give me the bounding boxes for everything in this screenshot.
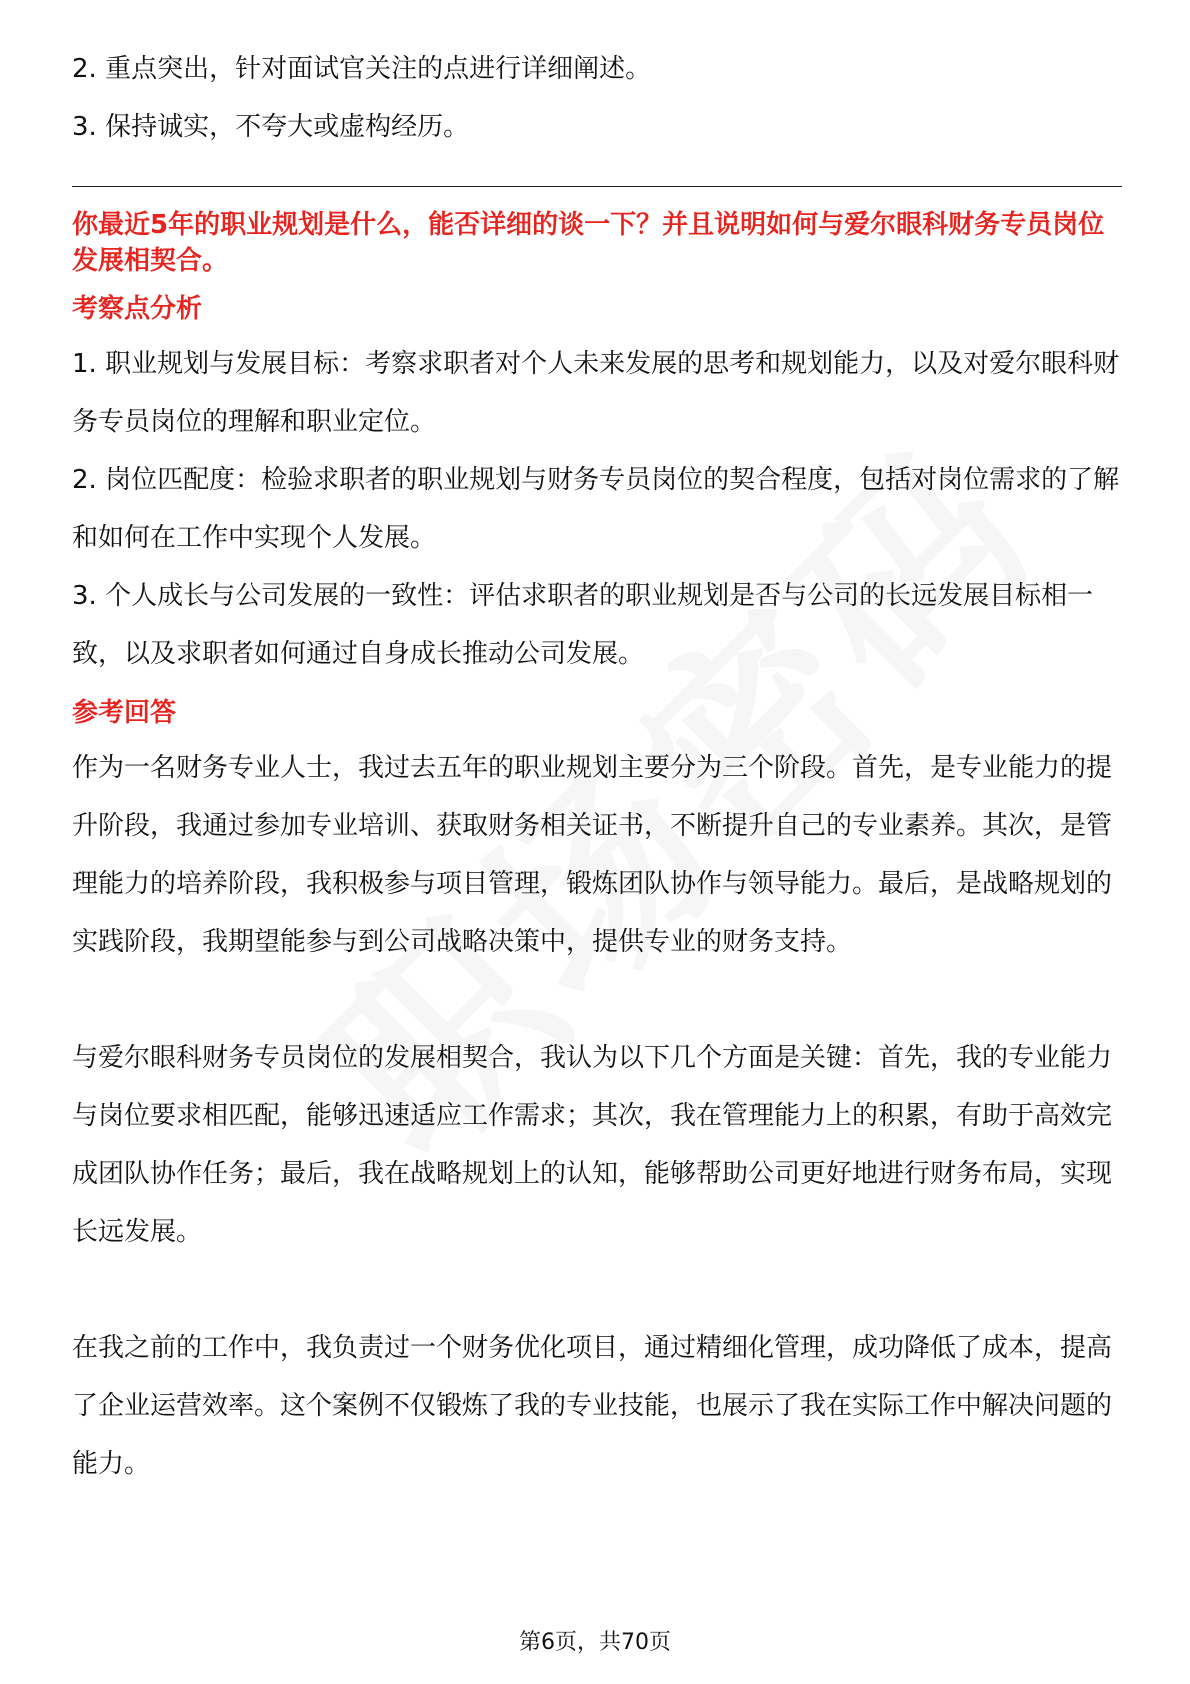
answer-paragraph-3: 在我之前的工作中，我负责过一个财务优化项目，通过精细化管理，成功降低了成本，提高了企业运营效率。这个案例不仅锻炼了我的专业技能，也展示了我在实际工作中解决问题的能力。 bbox=[72, 1333, 1113, 1479]
answer-paragraph-2: 与爱尔眼科财务专员岗位的发展相契合，我认为以下几个方面是关键：首先，我的专业能力与岗位要求相匹配，能够迅速适应工作需求；其次，我在管理能力上的积累，有助于高效完成团队协作任务；最后，我在战略规划上的认知，能够帮助公司更好地进行财务布局，实现长远发展。 bbox=[72, 1043, 1113, 1247]
tip-item-2: 2. 重点突出，针对面试官关注的点进行详细阐述。 bbox=[72, 54, 652, 84]
interview-question: 你最近5年的职业规划是什么，能否详细的谈一下？并且说明如何与爱尔眼科财务专员岗位发展相契合。 bbox=[72, 210, 1105, 276]
divider bbox=[72, 186, 1122, 187]
analysis-item-2: 2. 岗位匹配度：检验求职者的职业规划与财务专员岗位的契合程度，包括对岗位需求的了解和如何在工作中实现个人发展。 bbox=[72, 465, 1120, 553]
document-page bbox=[72, 0, 1122, 1493]
tip-item-3: 3. 保持诚实，不夸大或虚构经历。 bbox=[72, 112, 470, 142]
analysis-item-3: 3. 个人成长与公司发展的一致性：评估求职者的职业规划是否与公司的长远发展目标相一致，以及求职者如何通过自身成长推动公司发展。 bbox=[72, 581, 1094, 669]
page-number: 第6页，共70页 bbox=[519, 1630, 671, 1655]
answer-paragraph-1: 作为一名财务专业人士，我过去五年的职业规划主要分为三个阶段。首先，是专业能力的提升阶段，我通过参加专业培训、获取财务相关证书，不断提升自己的专业素养。其次，是管理能力的培养阶段，我积极参与项目管理，锻炼团队协作与领导能力。最后，是战略规划的实践阶段，我期望能参与到公司战略决策中，提供专业的财务支持。 bbox=[72, 753, 1113, 957]
analysis-title: 考察点分析 bbox=[72, 294, 203, 324]
analysis-item-1: 1. 职业规划与发展目标：考察求职者对个人未来发展的思考和规划能力，以及对爱尔眼科财务专员岗位的理解和职业定位。 bbox=[72, 349, 1120, 437]
answer-title: 参考回答 bbox=[72, 698, 177, 728]
